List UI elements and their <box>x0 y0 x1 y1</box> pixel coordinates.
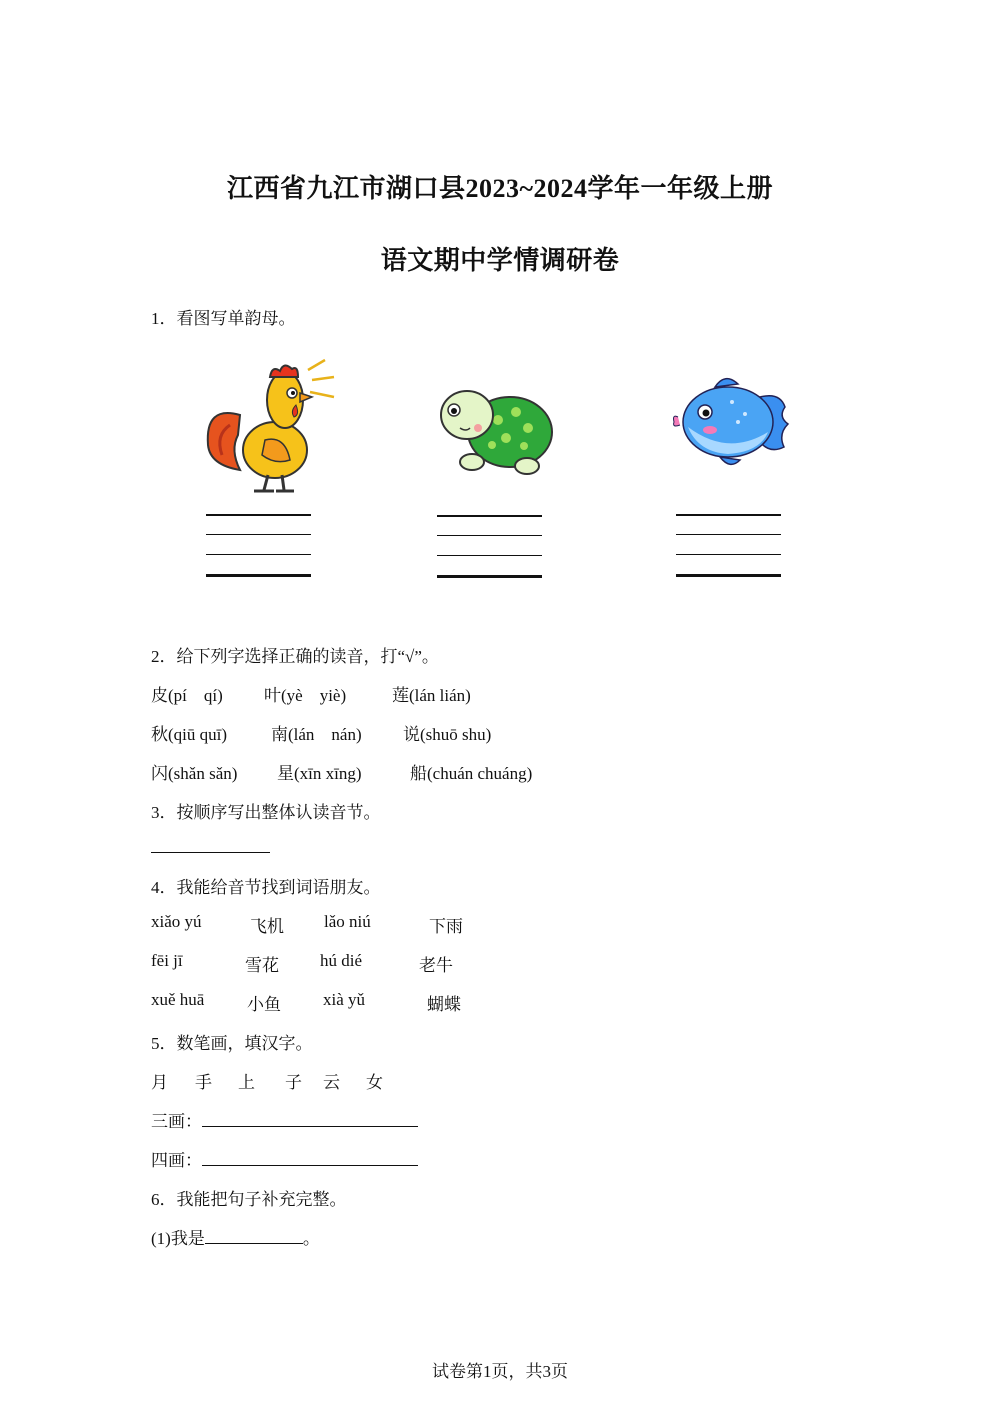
q2-item[interactable]: 秋(qiū quī) <box>151 725 228 744</box>
q4-word[interactable]: 飞机 <box>250 917 284 936</box>
writing-grid-fish[interactable] <box>676 514 781 576</box>
question-1-label: 1．看图写单韵母。 <box>151 309 296 328</box>
rooster-image <box>200 355 340 495</box>
q2-item[interactable]: 说(shuō shu) <box>403 725 492 744</box>
q4-word[interactable]: 雪花 <box>245 956 279 975</box>
question-2-label: 2．给下列字选择正确的读音，打“√”。 <box>151 647 439 666</box>
q4-pinyin: lǎo niú <box>324 912 371 931</box>
q5-char: 子 <box>285 1073 302 1092</box>
q5-three-strokes-blank[interactable] <box>202 1110 418 1127</box>
writing-grid-rooster[interactable] <box>206 514 311 576</box>
q2-item[interactable]: 星(xīn xīng) <box>277 764 362 783</box>
page-title: 江西省九江市湖口县2023~2024学年一年级上册 <box>226 174 774 203</box>
question-6-label: 6．我能把句子补充完整。 <box>151 1190 347 1209</box>
q5-three-strokes-row <box>151 1107 418 1132</box>
q5-three-strokes-label: 三画： <box>151 1112 202 1131</box>
q6-item-1-prefix: (1)我是 <box>151 1229 205 1248</box>
q2-item[interactable]: 莲(lán lián) <box>392 686 471 705</box>
q2-item[interactable]: 皮(pí qí) <box>151 686 223 705</box>
fish-image <box>670 372 795 472</box>
page-footer: 试卷第1页，共3页 <box>432 1362 568 1381</box>
q2-item[interactable]: 叶(yè yiè) <box>264 686 347 705</box>
q6-item-1-suffix: 。 <box>302 1229 320 1248</box>
q5-char: 手 <box>195 1073 212 1092</box>
q4-word[interactable]: 小鱼 <box>247 995 281 1014</box>
question-4-label: 4．我能给音节找到词语朋友。 <box>151 878 381 897</box>
writing-grid-turtle[interactable] <box>437 515 542 577</box>
q2-item[interactable]: 闪(shǎn sǎn) <box>151 764 238 783</box>
q4-pinyin: xià yǔ <box>323 990 366 1009</box>
q5-char: 上 <box>238 1073 255 1092</box>
question-5-label: 5．数笔画，填汉字。 <box>151 1034 313 1053</box>
q4-pinyin: fēi jī <box>151 951 183 970</box>
q3-answer-blank[interactable] <box>151 852 270 853</box>
page-subtitle: 语文期中学情调研卷 <box>380 246 620 275</box>
q2-item[interactable]: 船(chuán chuáng) <box>410 764 533 783</box>
q4-pinyin: xiǎo yú <box>151 912 202 931</box>
q2-item[interactable]: 南(lán nán) <box>271 725 362 744</box>
turtle-image <box>432 380 557 480</box>
q4-word[interactable]: 蝴蝶 <box>427 995 461 1014</box>
q5-char: 女 <box>366 1073 383 1092</box>
q4-pinyin: xuě huā <box>151 990 205 1009</box>
q6-item-1 <box>151 1224 320 1249</box>
q5-four-strokes-blank[interactable] <box>202 1149 418 1166</box>
q4-pinyin: hú dié <box>320 951 363 970</box>
q6-item-1-blank[interactable] <box>205 1227 303 1244</box>
question-3-label: 3．按顺序写出整体认读音节。 <box>151 803 381 822</box>
q5-char: 云 <box>323 1073 340 1092</box>
q4-word[interactable]: 老牛 <box>419 956 453 975</box>
q4-word[interactable]: 下雨 <box>429 917 463 936</box>
q5-four-strokes-label: 四画： <box>151 1151 202 1170</box>
q5-char: 月 <box>151 1073 168 1092</box>
q5-four-strokes-row <box>151 1146 418 1171</box>
